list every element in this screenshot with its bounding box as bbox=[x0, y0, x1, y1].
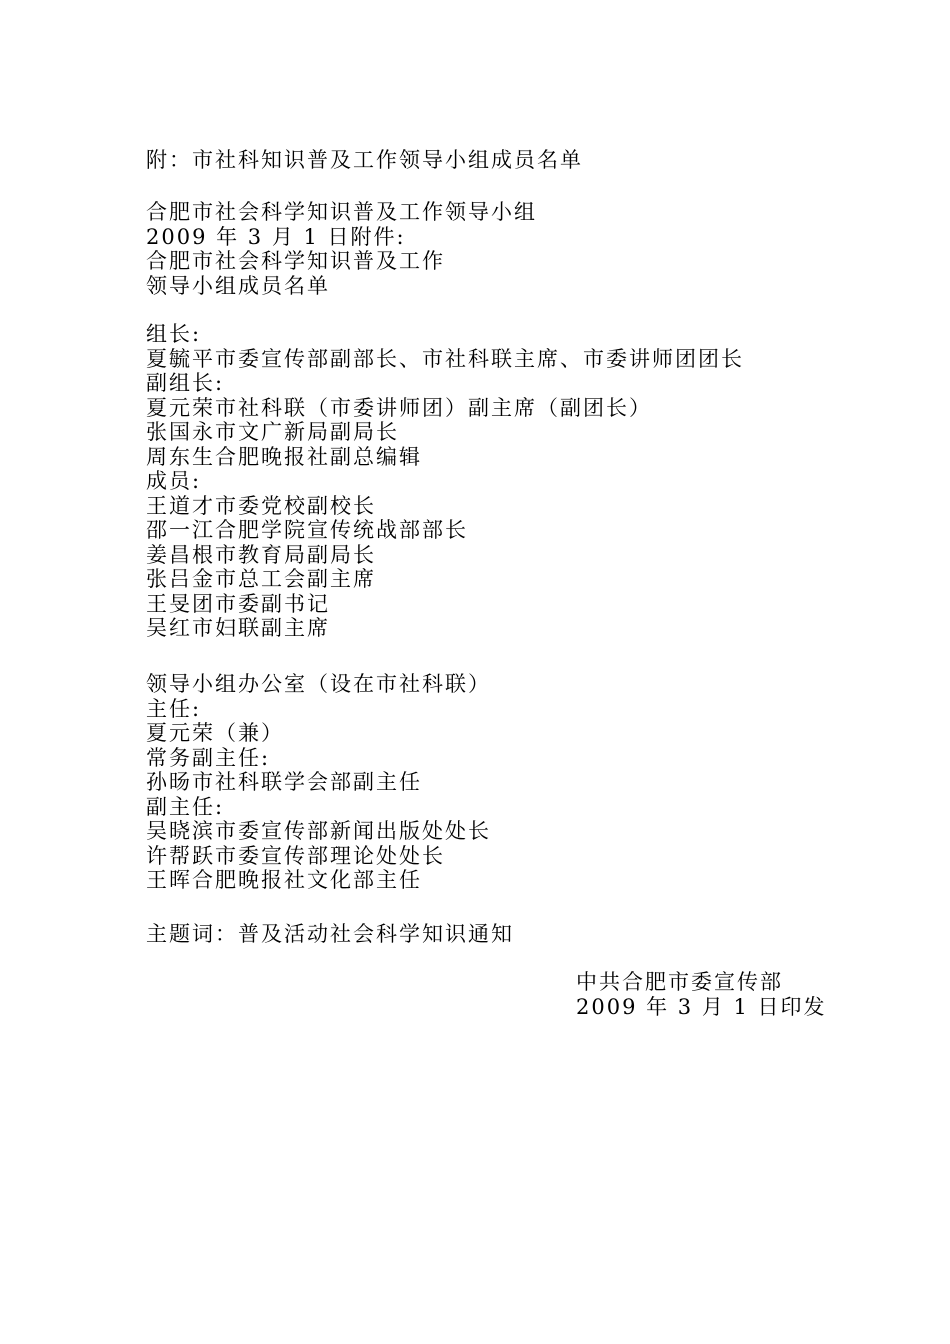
signature-block bbox=[576, 970, 827, 1019]
list-item: 夏毓平市委宣传部副部长、市社科联主席、市委讲师团团长 bbox=[146, 346, 744, 371]
list-item: 领导小组办公室（设在市社科联） bbox=[146, 672, 491, 696]
list-item: 组长: bbox=[146, 322, 202, 346]
list-item: 夏元荣（兼） bbox=[146, 721, 284, 745]
attachment-note-block bbox=[146, 148, 583, 173]
issuer-block bbox=[146, 200, 537, 298]
list-item: 邵一江合肥学院宣传统战部部长 bbox=[146, 518, 468, 542]
list-item: 姜昌根市教育局副局长 bbox=[146, 542, 376, 567]
list-item: 许帮跃市委宣传部理论处处长 bbox=[146, 843, 445, 868]
list-item: 夏元荣市社科联（市委讲师团）副主席（副团长） bbox=[146, 395, 652, 420]
list-item: 吴红市妇联副主席 bbox=[146, 616, 330, 640]
list-item: 张吕金市总工会副主席 bbox=[146, 567, 376, 591]
list-item: 王晖合肥晚报社文化部主任 bbox=[146, 868, 422, 892]
issuer-date: 2009 年 3 月 1 日附件: bbox=[146, 224, 406, 249]
keywords: 主题词：普及活动社会科学知识通知 bbox=[146, 922, 514, 946]
signature-date: 2009 年 3 月 1 日印发 bbox=[576, 994, 827, 1019]
signature-org: 中共合肥市委宣传部 bbox=[576, 970, 783, 994]
list-title-line-2: 领导小组成员名单 bbox=[146, 273, 330, 298]
issuer-org: 合肥市社会科学知识普及工作领导小组 bbox=[146, 200, 537, 224]
list-item: 王道才市委党校副校长 bbox=[146, 493, 376, 518]
list-item: 张国永市文广新局副局长 bbox=[146, 420, 399, 444]
list-item: 主任: bbox=[146, 696, 202, 721]
list-item: 成员: bbox=[146, 469, 202, 493]
office-list bbox=[146, 672, 491, 893]
list-item: 王旻团市委副书记 bbox=[146, 591, 330, 616]
list-item: 常务副主任: bbox=[146, 745, 271, 770]
list-item: 副主任: bbox=[146, 794, 225, 819]
list-title-line-1: 合肥市社会科学知识普及工作 bbox=[146, 249, 445, 273]
list-item: 孙旸市社科联学会部副主任 bbox=[146, 770, 422, 794]
list-item: 吴晓滨市委宣传部新闻出版处处长 bbox=[146, 819, 491, 843]
list-item: 周东生合肥晚报社副总编辑 bbox=[146, 444, 422, 469]
attachment-note: 附：市社科知识普及工作领导小组成员名单 bbox=[146, 148, 583, 172]
list-item: 副组长: bbox=[146, 371, 225, 395]
members-list bbox=[146, 322, 744, 641]
keywords-block bbox=[146, 922, 514, 947]
